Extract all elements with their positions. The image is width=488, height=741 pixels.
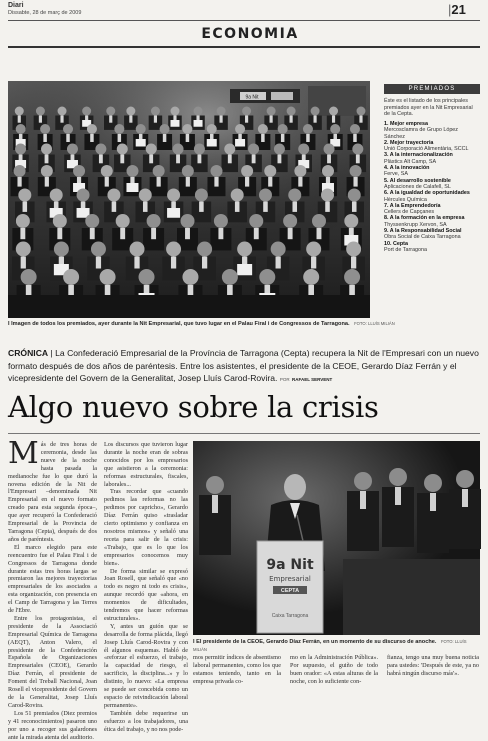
- caption-text: El presidente de la CEOE, Gerardo Díaz Ferrán, en un momento de su discurso de anoche.: [196, 639, 437, 645]
- body-paragraph: mo en la Administración Pública». Por supuesto, el guiño de todo buen orador: «A estas alturas de la noche, con lo suficiente con-: [290, 654, 378, 685]
- award-name: 6. A la igualdad de oportunidades: [384, 190, 470, 197]
- award-winner: Hèrcules Química: [384, 196, 427, 203]
- body-column-4: [290, 654, 378, 698]
- list-item: [384, 228, 478, 241]
- body-column-2: [104, 441, 188, 733]
- cronica-text: La Confederació Empresarial de la Província de Tarragona (Cepta) recupera la Nit de l'Empresari con un nuevo formato después de dos años de paréntesis. Entre los asistentes, el presidente de la CEOE, Gerardo Díaz Ferrán y el vicepresidente del Govern de la Generalitat, Josep Lluís Carod-Rovira.: [8, 348, 479, 383]
- body-column-5: [387, 654, 479, 698]
- page-number: [448, 2, 466, 17]
- list-item: [384, 121, 478, 140]
- caption-text: Imagen de todos los premiados, ayer durante la Nit Empresarial, que tuvo lugar en el Palau Firal i de Congressos de Tarragona.: [11, 321, 350, 327]
- body-paragraph: fianza, tengo una muy buena noticia para ustedes: 'Después de este, ya no habrá ningún discurso más'».: [387, 654, 479, 677]
- list-item: [384, 241, 478, 254]
- cronica-tag: CRÓNICA: [8, 348, 49, 358]
- award-winner: Mercosclamra de Grupo López Sánchez: [384, 127, 459, 140]
- award-ceremony-photo-image: [8, 81, 370, 318]
- award-winner: Plàstics Alt Camp, SA: [384, 158, 437, 165]
- body-column-1: [8, 436, 97, 741]
- caption-mark: I: [193, 639, 195, 645]
- award-winner: Obra Social de Caixa Tarragona: [384, 234, 461, 241]
- page-number-bar: |: [448, 2, 452, 17]
- body-paragraph: Tras recordar que «cuando pedimos las reformas no las pedimos por capricho», Gerardo Díaz Ferrán quiso «trasladar cierto optimismo y confianza en nosotros mismos» y señaló una receta para salir de la crisis: «Trabajo, que es lo que los empresarios conocemos muy bien».: [104, 488, 188, 567]
- award-winner: Ferve, SA: [384, 171, 408, 178]
- article-headline: Algo nuevo sobre la crisis: [8, 390, 379, 424]
- body-paragraph: Entre los protagonistas, el presidente de la Associació Empresarial Química de Tarragona (AEQT), Anton Valero, el presidente de la Confederación Española de Organizaciones Empresariales (CEOE), Gerardo Díaz Ferrán, el presidente de Foment del Treball Nacional, Joan Rosell el vicepresidente del Govern de la Generalitat, Josep Lluís Carod-Rovira.: [8, 614, 97, 709]
- list-item: [384, 178, 478, 191]
- award-winner: Unió Corporació Alimentària, SCCL: [384, 146, 469, 153]
- byline-prefix: POR: [279, 377, 290, 382]
- list-item: [384, 165, 478, 178]
- premiados-list: [384, 121, 478, 253]
- caption-mark: I: [8, 321, 10, 327]
- body-paragraph: Los 51 premiados (Diez premios y 41 reconocimientos) pasaron uno por uno a recoger sus galardones ante la mirada atenta del auditorio.: [8, 709, 97, 741]
- award-name: 3. A la internacionalización: [384, 152, 453, 159]
- award-winner: Cellers de Capçanes: [384, 209, 435, 216]
- section-title: ECONOMIA: [201, 26, 299, 42]
- list-item: [384, 140, 478, 153]
- byline-name: RAFAEL SERVENT: [291, 377, 333, 382]
- speaker-photo-image: [193, 441, 480, 635]
- award-winner: Aplicaciones de Calafell, SL: [384, 183, 451, 190]
- award-name: 10. Cepta: [384, 240, 408, 247]
- award-winner: Thyssenkrupp Xervon, SA: [384, 221, 447, 228]
- award-name: 9. A la Responsabilidad Social: [384, 228, 462, 235]
- award-winner: Port de Tarragona: [384, 246, 428, 253]
- premiados-header: PREMIADOS: [384, 84, 480, 94]
- issue-date: Dissabte, 28 de març de 2009: [8, 10, 82, 16]
- body-paragraph: El marco elegido para este reencuentro fue el Palau Firal i de Congressos de Tarragona donde durante estas tres horas largas se premiaron las mejores trayectorias empresariales de los asociados a esta organización, con presencia en el Camp de Tarragona y las Terres de l'Ebre.: [8, 543, 97, 615]
- list-item: [384, 190, 478, 203]
- photo-credit: FOTO: LLUÍS MILIÁN: [354, 321, 395, 326]
- publication-name: Diari: [8, 2, 24, 9]
- lectern-sponsor: Caixa Tarragona: [271, 613, 309, 619]
- award-name: 5. Al desarrollo sostenible: [384, 177, 451, 184]
- award-ceremony-photo: [8, 81, 370, 318]
- list-item: [384, 203, 478, 216]
- lectern-subtitle: Empresarial: [269, 575, 311, 583]
- screen-text: 9a Nit: [245, 94, 259, 101]
- lectern-title: 9a Nit: [266, 557, 314, 573]
- masthead-rule: [8, 20, 480, 21]
- page-number-value: 21: [451, 2, 466, 17]
- cronica-separator: |: [50, 348, 53, 358]
- body-column-3: [193, 654, 281, 698]
- list-item: [384, 152, 478, 165]
- drop-cap: M: [8, 436, 39, 471]
- speaker-photo: [193, 441, 480, 635]
- photo-credit: FOTO: LLUÍS MILIÁN: [193, 639, 467, 652]
- body-paragraph: Y, antes un guión que se desarrolla de forma plácida, llegó Josep Lluís Carod-Rovira y con él algunos esquemas. Habló de «reforzar el esfuerzo, el trabajo, la capacidad de riesgo, el sacrificio, la disciplina...» y lo distinto, lo nuevo: «La empresa se puede ser concebida como un espacio de reivindicación laboral permanente».: [104, 622, 188, 709]
- list-item: [384, 215, 478, 228]
- award-name: 4. A la innovación: [384, 165, 430, 172]
- body-paragraph: También debe requerirse un esfuerzo a los trabajadores, una ética del trabajo, y no nos pode-: [104, 709, 188, 733]
- award-name: 2. Mejor trayectoria: [384, 139, 434, 146]
- award-name: 1. Mejor empresa: [384, 121, 429, 127]
- body-paragraph: mos permitir índices de absentismo laboral permanentes, como los que estamos teniendo, tanto en la empresa privada co-: [193, 654, 281, 685]
- award-name: 8. A la formación en la empresa: [384, 215, 465, 222]
- cronica-lead: [8, 347, 480, 387]
- body-paragraph: Los discursos que tuvieron lugar durante la noche eran de sobras conocidos por los empresarios que asistieron a la ceremonia: reformas estructurales, fiscales, laborales...: [104, 441, 188, 488]
- body-paragraph: ás de tres horas de ceremonia, desde las nueve de la noche hasta pasada la medianoche fue lo que duró la novena edición de la Nit de l'Empresari –denominada Nit Empresarial en el nuevo formato creado para esta segunda época–, que ayer recuperó la Confederació Empresarial de la Provincia de Tarragona (Cepta), después de dos años de paréntesis.: [8, 441, 97, 543]
- lectern-org: CEPTA: [280, 588, 300, 594]
- premiados-intro: Éste es el listado de los principales premiados ayer en la Nit Empresarial de la Cepta.: [384, 98, 473, 117]
- section-rule: [8, 46, 480, 48]
- speaker-photo-caption: [193, 638, 480, 654]
- main-photo-caption: [8, 320, 478, 328]
- headline-rule: [8, 433, 480, 434]
- body-paragraph: De forma similar se expresó Joan Rosell, que señaló que «no todo es negro ni todo es crisis», aunque recordó que «ahora, en momentos de dificultades, tendremos que hacer reformas estructurales».: [104, 567, 188, 622]
- award-name: 7. A la Emprendedoría: [384, 202, 441, 209]
